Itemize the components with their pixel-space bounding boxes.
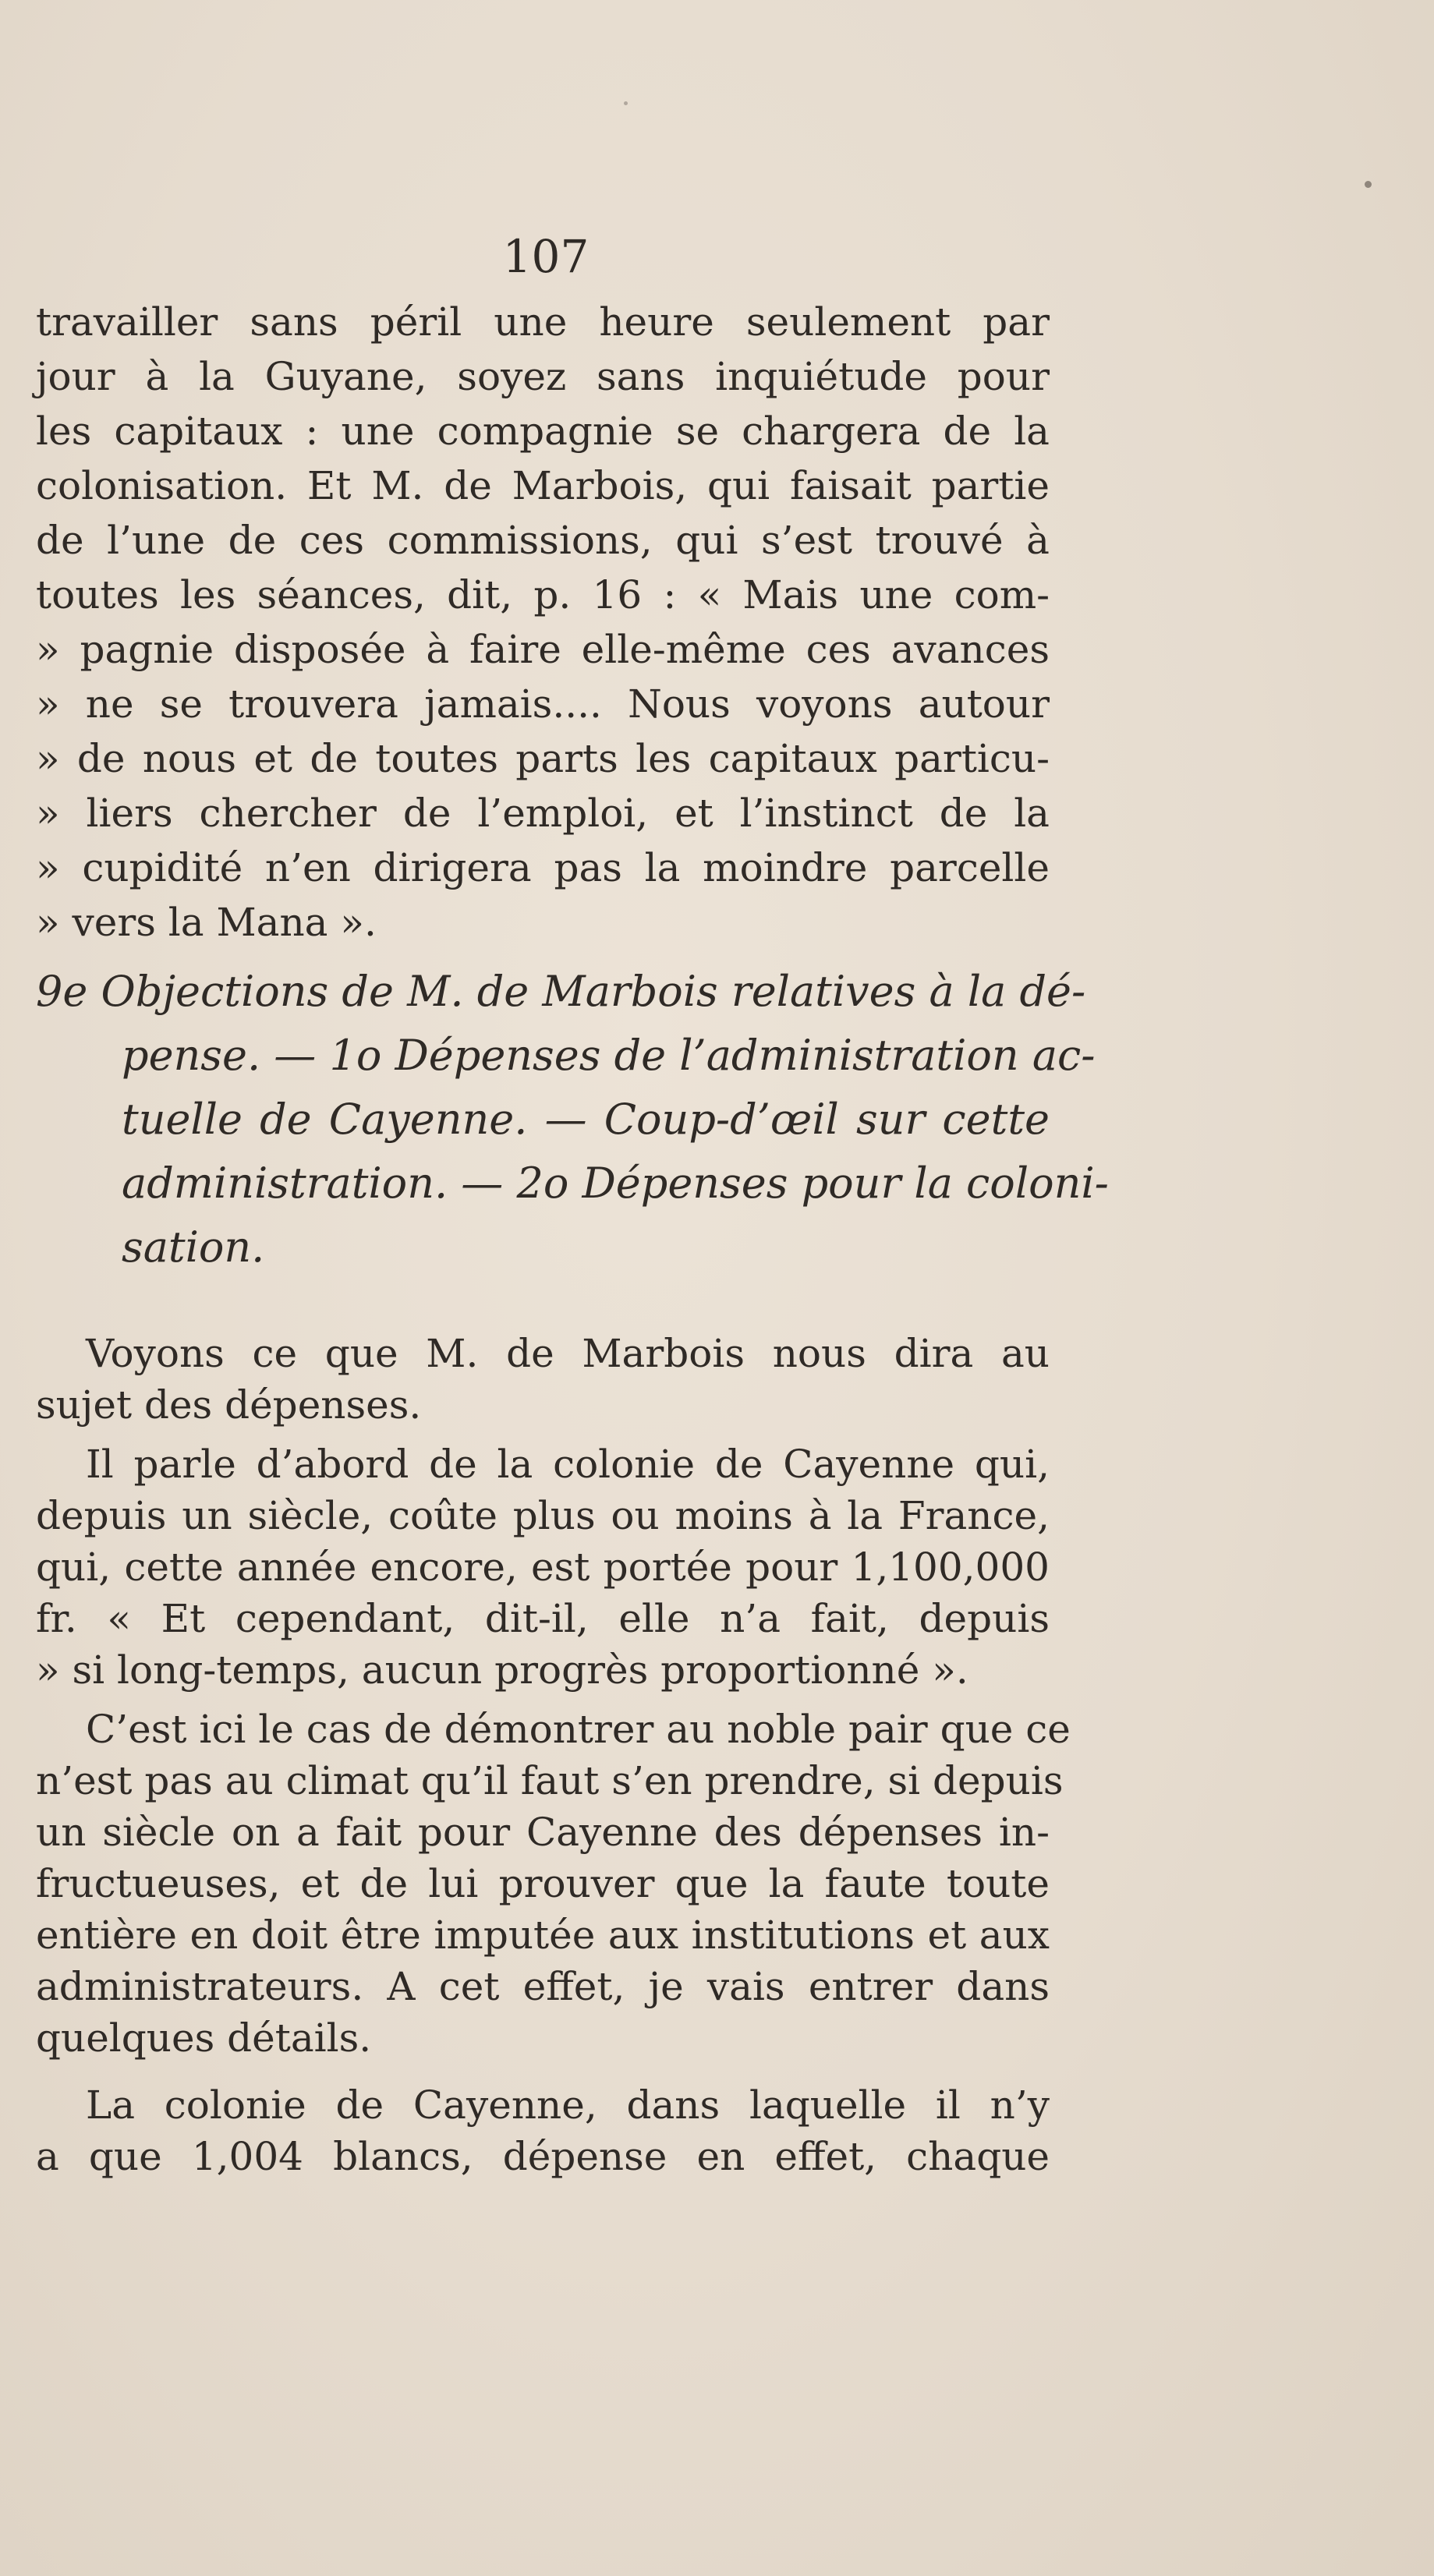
paragraph-line: entière en doit être imputée aux institutions et aux	[36, 1913, 1050, 1958]
paragraph-line: qui, cette année encore, est portée pour 1,100,000	[36, 1545, 1050, 1590]
paragraph-line: administrateurs. A cet effet, je vais entrer dans	[36, 1964, 1050, 2009]
paragraph-line: Il parle d’abord de la colonie de Cayenne qui,	[86, 1442, 1050, 1487]
paper-spot	[624, 101, 628, 105]
text-line: » pagnie disposée à faire elle-même ces avances	[36, 627, 1050, 672]
section-heading-line: 9e Objections de M. de Marbois relatives à la dé-	[36, 967, 1086, 1016]
text-line: » ne se trouvera jamais.... Nous voyons autour	[36, 681, 1050, 727]
paragraph-line: fr. « Et cependant, dit-il, elle n’a fait, depuis	[36, 1596, 1050, 1641]
text-line: toutes les séances, dit, p. 16 : « Mais une com-	[36, 572, 1050, 617]
paragraph-line: depuis un siècle, coûte plus ou moins à la France,	[36, 1493, 1050, 1538]
section-heading-line: administration. — 2o Dépenses pour la coloni-	[122, 1159, 1109, 1208]
paragraph-line: n’est pas au climat qu’il faut s’en prendre, si depuis	[36, 1758, 1064, 1803]
page-number: 107	[502, 230, 590, 283]
text-line: jour à la Guyane, soyez sans inquiétude pour	[36, 354, 1050, 399]
text-line: les capitaux : une compagnie se chargera de la	[36, 409, 1050, 454]
paragraph-line: fructueuses, et de lui prouver que la faute toute	[36, 1861, 1050, 1906]
paragraph-line: La colonie de Cayenne, dans laquelle il n’y	[86, 2082, 1050, 2128]
section-heading-line: sation.	[122, 1223, 265, 1272]
paragraph-line: un siècle on a fait pour Cayenne des dépenses in-	[36, 1810, 1050, 1855]
paragraph-line: quelques détails.	[36, 2015, 372, 2061]
section-heading-line: tuelle de Cayenne. — Coup-d’œil sur cette	[122, 1095, 1050, 1144]
text-line: » cupidité n’en dirigera pas la moindre parcelle	[36, 845, 1050, 890]
text-line: » vers la Mana ».	[36, 900, 377, 945]
section-heading-line: pense. — 1o Dépenses de l’administration ac-	[122, 1031, 1096, 1080]
text-line: » liers chercher de l’emploi, et l’instinct de la	[36, 791, 1050, 836]
paragraph-line: C’est ici le cas de démontrer au noble pair que ce	[86, 1707, 1071, 1752]
text-line: travailler sans péril une heure seulement par	[36, 299, 1050, 345]
paragraph-line: sujet des dépenses.	[36, 1382, 422, 1428]
text-line: de l’une de ces commissions, qui s’est trouvé à	[36, 518, 1050, 563]
paragraph-line: a que 1,004 blancs, dépense en effet, chaque	[36, 2134, 1050, 2179]
paragraph-line: » si long-temps, aucun progrès proportionné ».	[36, 1647, 968, 1693]
text-line: » de nous et de toutes parts les capitaux particu-	[36, 736, 1050, 781]
text-line: colonisation. Et M. de Marbois, qui faisait partie	[36, 463, 1050, 508]
paragraph-line: Voyons ce que M. de Marbois nous dira au	[86, 1331, 1050, 1376]
paper-spot	[1365, 181, 1372, 188]
